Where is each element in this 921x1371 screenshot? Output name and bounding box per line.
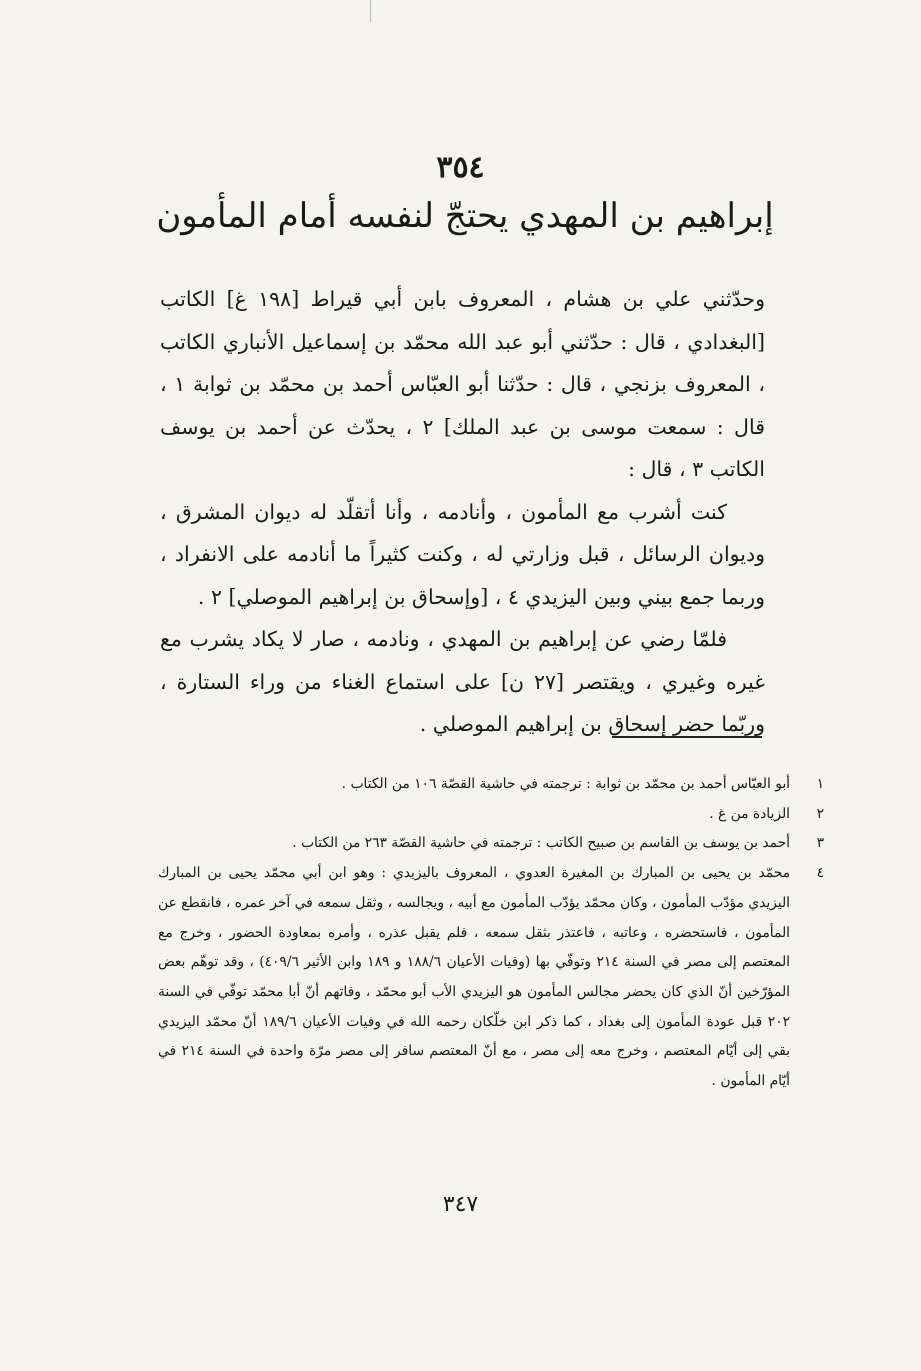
page-number: ٣٤٧ xyxy=(442,1192,479,1217)
footnote xyxy=(158,800,824,830)
footnote-separator xyxy=(612,736,762,738)
footnote-number: ٤ xyxy=(816,865,824,882)
footnote-number: ١ xyxy=(816,776,824,792)
footnote-text: أحمد بن يوسف بن القاسم بن صبيح الكاتب : ترجمته في حاشية القصّة ٢٦٣ من الكتاب . xyxy=(292,835,790,852)
footnote-text: أبو العبّاس أحمد بن محمّد بن ثوابة : ترجمته في حاشية القصّة ١٠٦ من الكتاب . xyxy=(341,776,790,792)
footnote xyxy=(158,829,824,859)
paragraph: وحدّثني علي بن هشام ، المعروف بابن أبي قيراط [١٩٨ غ] الكاتب [البغدادي ، قال : حدّثني أبو عبد الله محمّد بن إسماعيل الأنباري الكاتب ، المعروف بزنجي ، قال : حدّثنا أبو العبّاس أحمد بن محمّد بن ثوابة ١ ، قال : سمعت موسى بن عبد الملك] ٢ ، يحدّث عن أحمد بن يوسف الكاتب ٣ ، قال : xyxy=(160,287,766,481)
story-title: إبراهيم بن المهدي يحتجّ لنفسه أمام المأمون xyxy=(156,196,774,236)
footnote-text: الزيادة من غ . xyxy=(709,805,790,822)
footnotes xyxy=(158,770,824,1097)
paragraph: كنت أشرب مع المأمون ، وأنادمه ، وأنا أتقلّد له ديوان المشرق ، وديوان الرسائل ، قبل وزارتي له ، وكنت كثيراً ما أنادمه على الانفراد ، وربما جمع بيني وبين اليزيدي ٤ ، [وإسحاق بن إبراهيم الموصلي] ٢ . xyxy=(160,499,765,609)
main-text xyxy=(160,278,765,746)
footnote xyxy=(158,859,824,1097)
footnote-number: ٣ xyxy=(816,835,824,852)
footnote-text: محمّد بن يحيى بن المبارك بن المغيرة العدوي ، المعروف باليزيدي : وهو ابن أبي محمّد يحيى بن المبارك اليزيدي مؤدّب المأمون ، وكان محمّد يؤدّب المأمون مع أبيه ، ويجالسه ، وثقل سمعه في آخر عمره ، فانقطع عن المأمون ، فاستحضره ، وعاتبه ، فاعتذر بثقل سمعه ، فلم يقبل عذره ، وأمره بمعاودة الحضور ، وخرج مع المعتصم إلى مصر في السنة ٢١٤ وتوفّي بها (وفيات الأعيان ١٨٨/٦ و ١٨٩ وابن الأثير ٤٠٩/٦) ، وقد توهّم بعض المؤرّخين أنّ الذي كان يحضر مجالس المأمون هو اليزيدي الأب أبو محمّد ، وفاتهم أنّ أبا محمّد توفّي في السنة ٢٠٢ قبل عودة المأمون إلى بغداد ، كما ذكر ابن خلّكان رحمه الله في وفيات الأعيان ١٨٩/٦ أنّ محمّد اليزيدي بقي إلى أيّام المعتصم ، وخرج معه إلى مصر ، مع أنّ المعتصم سافر إلى مصر مرّة واحدة في السنة ٢١٤ في أيّام المأمون . xyxy=(158,865,790,1090)
paragraph: فلمّا رضي عن إبراهيم بن المهدي ، ونادمه ، صار لا يكاد يشرب مع غيره وغيري ، ويقتصر [٢٧ ن] على استماع الغناء من وراء الستارة ، وربّما حضر إسحاق بن إبراهيم الموصلي . xyxy=(160,627,765,736)
scan-mark xyxy=(370,0,371,22)
story-number: ٣٥٤ xyxy=(436,150,485,185)
footnote-number: ٢ xyxy=(816,805,824,822)
footnote xyxy=(158,770,824,800)
